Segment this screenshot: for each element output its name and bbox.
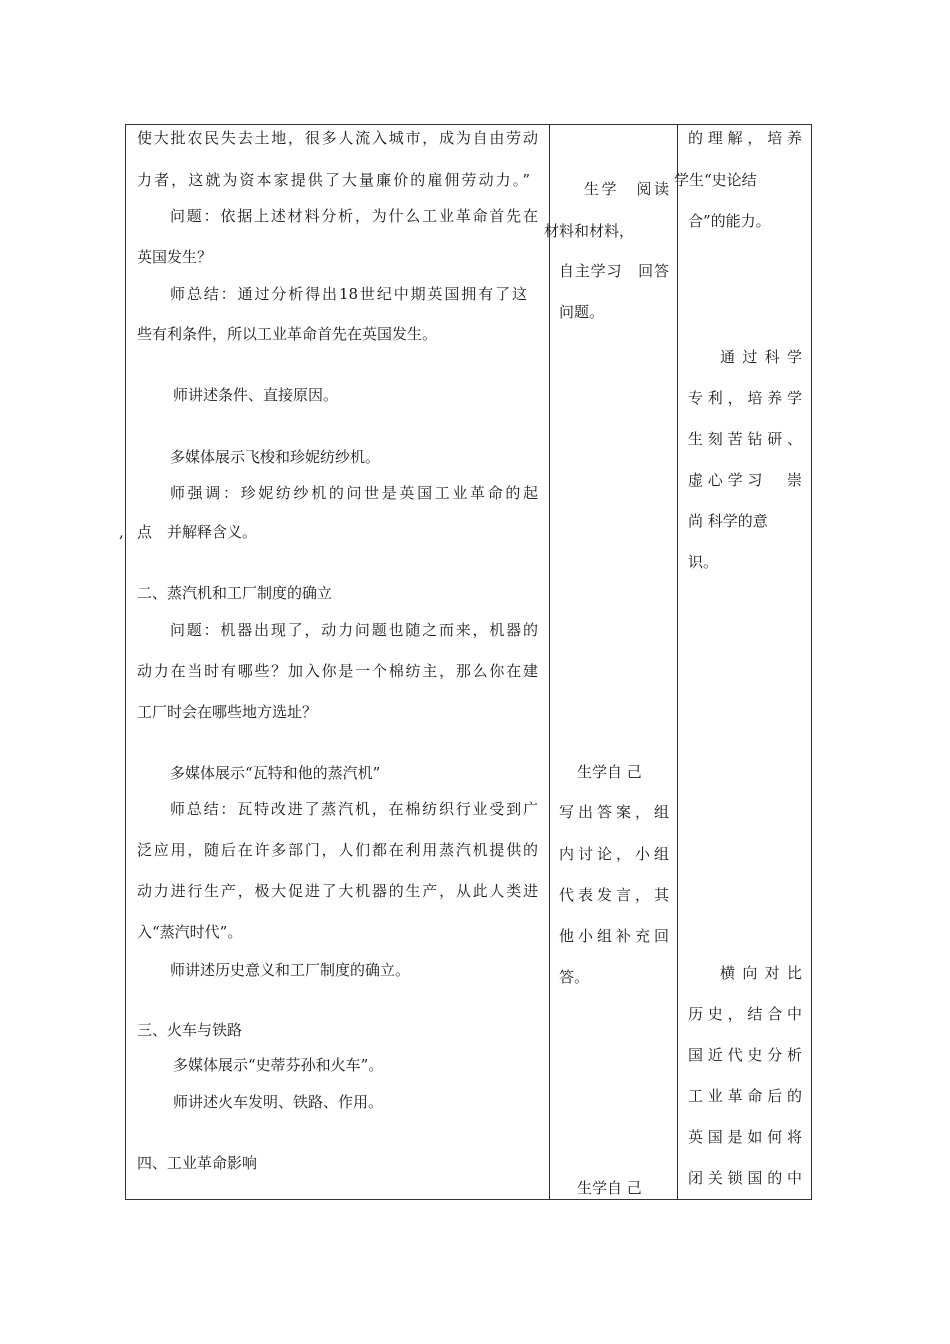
column-divider-2 [677,124,678,1200]
section-heading: 四、工业革命影响 [137,1154,258,1172]
student-activity-line: 生学自 己 [577,763,642,781]
design-intent-line: 专利，培养学 [688,389,802,407]
design-intent-line: 的理解，培养 [688,129,802,147]
teaching-text-line: 师讲述条件、直接原因。 [173,386,339,404]
design-intent-line: 合”的能力。 [688,212,771,230]
student-activity-line: 内讨论，小组 [559,845,669,863]
teaching-text-line: 多媒体展示“瓦特和他的蒸汽机” [170,764,381,782]
teaching-text-line: 问题：机器出现了，动力问题也随之而来，机器的 [170,621,538,639]
design-intent-line: 国近代史分析 [688,1046,802,1064]
design-intent-line: 工业革命后的 [688,1087,802,1105]
student-activity-line: 问题。 [559,303,605,321]
teaching-text-line: 些有利条件，所以工业革命首先在英国发生。 [137,325,438,343]
teaching-text-line: 工厂时会在哪些地方选址？ [137,703,318,721]
section-heading: 二、蒸汽机和工厂制度的确立 [137,584,333,602]
student-activity-line: 生学自 己 [577,1179,642,1197]
teaching-text-line: 力者，这就为资本家提供了大量廉价的雇佣劳动力。” [137,171,530,189]
student-activity-line: 答。 [559,968,590,986]
student-activity-line: 他小组补充回 [559,927,669,945]
teaching-text-line: 使大批农民失去土地，很多人流入城市，成为自由劳动 [137,129,538,147]
design-intent-line: 生刻苦钻研、 [688,430,802,448]
column-divider-1 [549,124,550,1200]
student-activity-line: 自主学习 回答 [559,262,669,280]
teaching-text-line: 点 并解释含义。 [137,523,258,541]
design-intent-line: 英国是如何将 [688,1128,802,1146]
teaching-text-line: 动力在当时有哪些？加入你是一个棉纺主，那么你在建 [137,662,538,680]
teaching-text-line: 师讲述火车发明、铁路、作用。 [173,1093,384,1111]
student-activity-line: 生学 阅读 [584,180,669,198]
student-activity-line: 代表发言，其 [559,886,669,904]
design-intent-line: 横向对比 [720,964,802,982]
section-heading: 三、火车与铁路 [137,1021,243,1039]
teaching-text-line: 问题：依据上述材料分析，为什么工业革命首先在 [170,207,538,225]
design-intent-line: 尚 科学的意 [688,512,768,530]
design-intent-line: 识。 [688,553,719,571]
teaching-text-line: 师强调：珍妮纺纱机的问世是英国工业革命的起 [170,484,538,502]
design-intent-line: 学生“史论结 [674,171,757,189]
design-intent-line: 闭关锁国的中 [688,1169,802,1187]
student-activity-line: 写出答案，组 [559,803,669,821]
design-intent-line: 通过科学 [720,348,802,366]
design-intent-line: 历史，结合中 [688,1005,802,1023]
teaching-text-line: 多媒体展示飞梭和珍妮纺纱机。 [170,448,381,466]
teaching-text-line: 入“蒸汽时代”。 [137,923,243,941]
teaching-text-line: 师总结：瓦特改进了蒸汽机，在棉纺织行业受到广 [170,800,538,818]
student-activity-line: 材料和材料， [544,222,635,240]
design-intent-line: 虚心学习 崇 [688,471,802,489]
teaching-text-line: 师讲述历史意义和工厂制度的确立。 [170,961,411,979]
teaching-text-line: 泛应用，随后在许多部门，人们都在利用蒸汽机提供的 [137,841,538,859]
teaching-text-line: 英国发生？ [137,248,213,266]
teaching-text-line: 师总结：通过分析得出18世纪中期英国拥有了这 [170,285,527,303]
stray-mark: , [119,523,124,541]
teaching-text-line: 动力进行生产，极大促进了大机器的生产，从此人类进 [137,882,538,900]
teaching-text-line: 多媒体展示“史蒂芬孙和火车”。 [173,1056,384,1074]
